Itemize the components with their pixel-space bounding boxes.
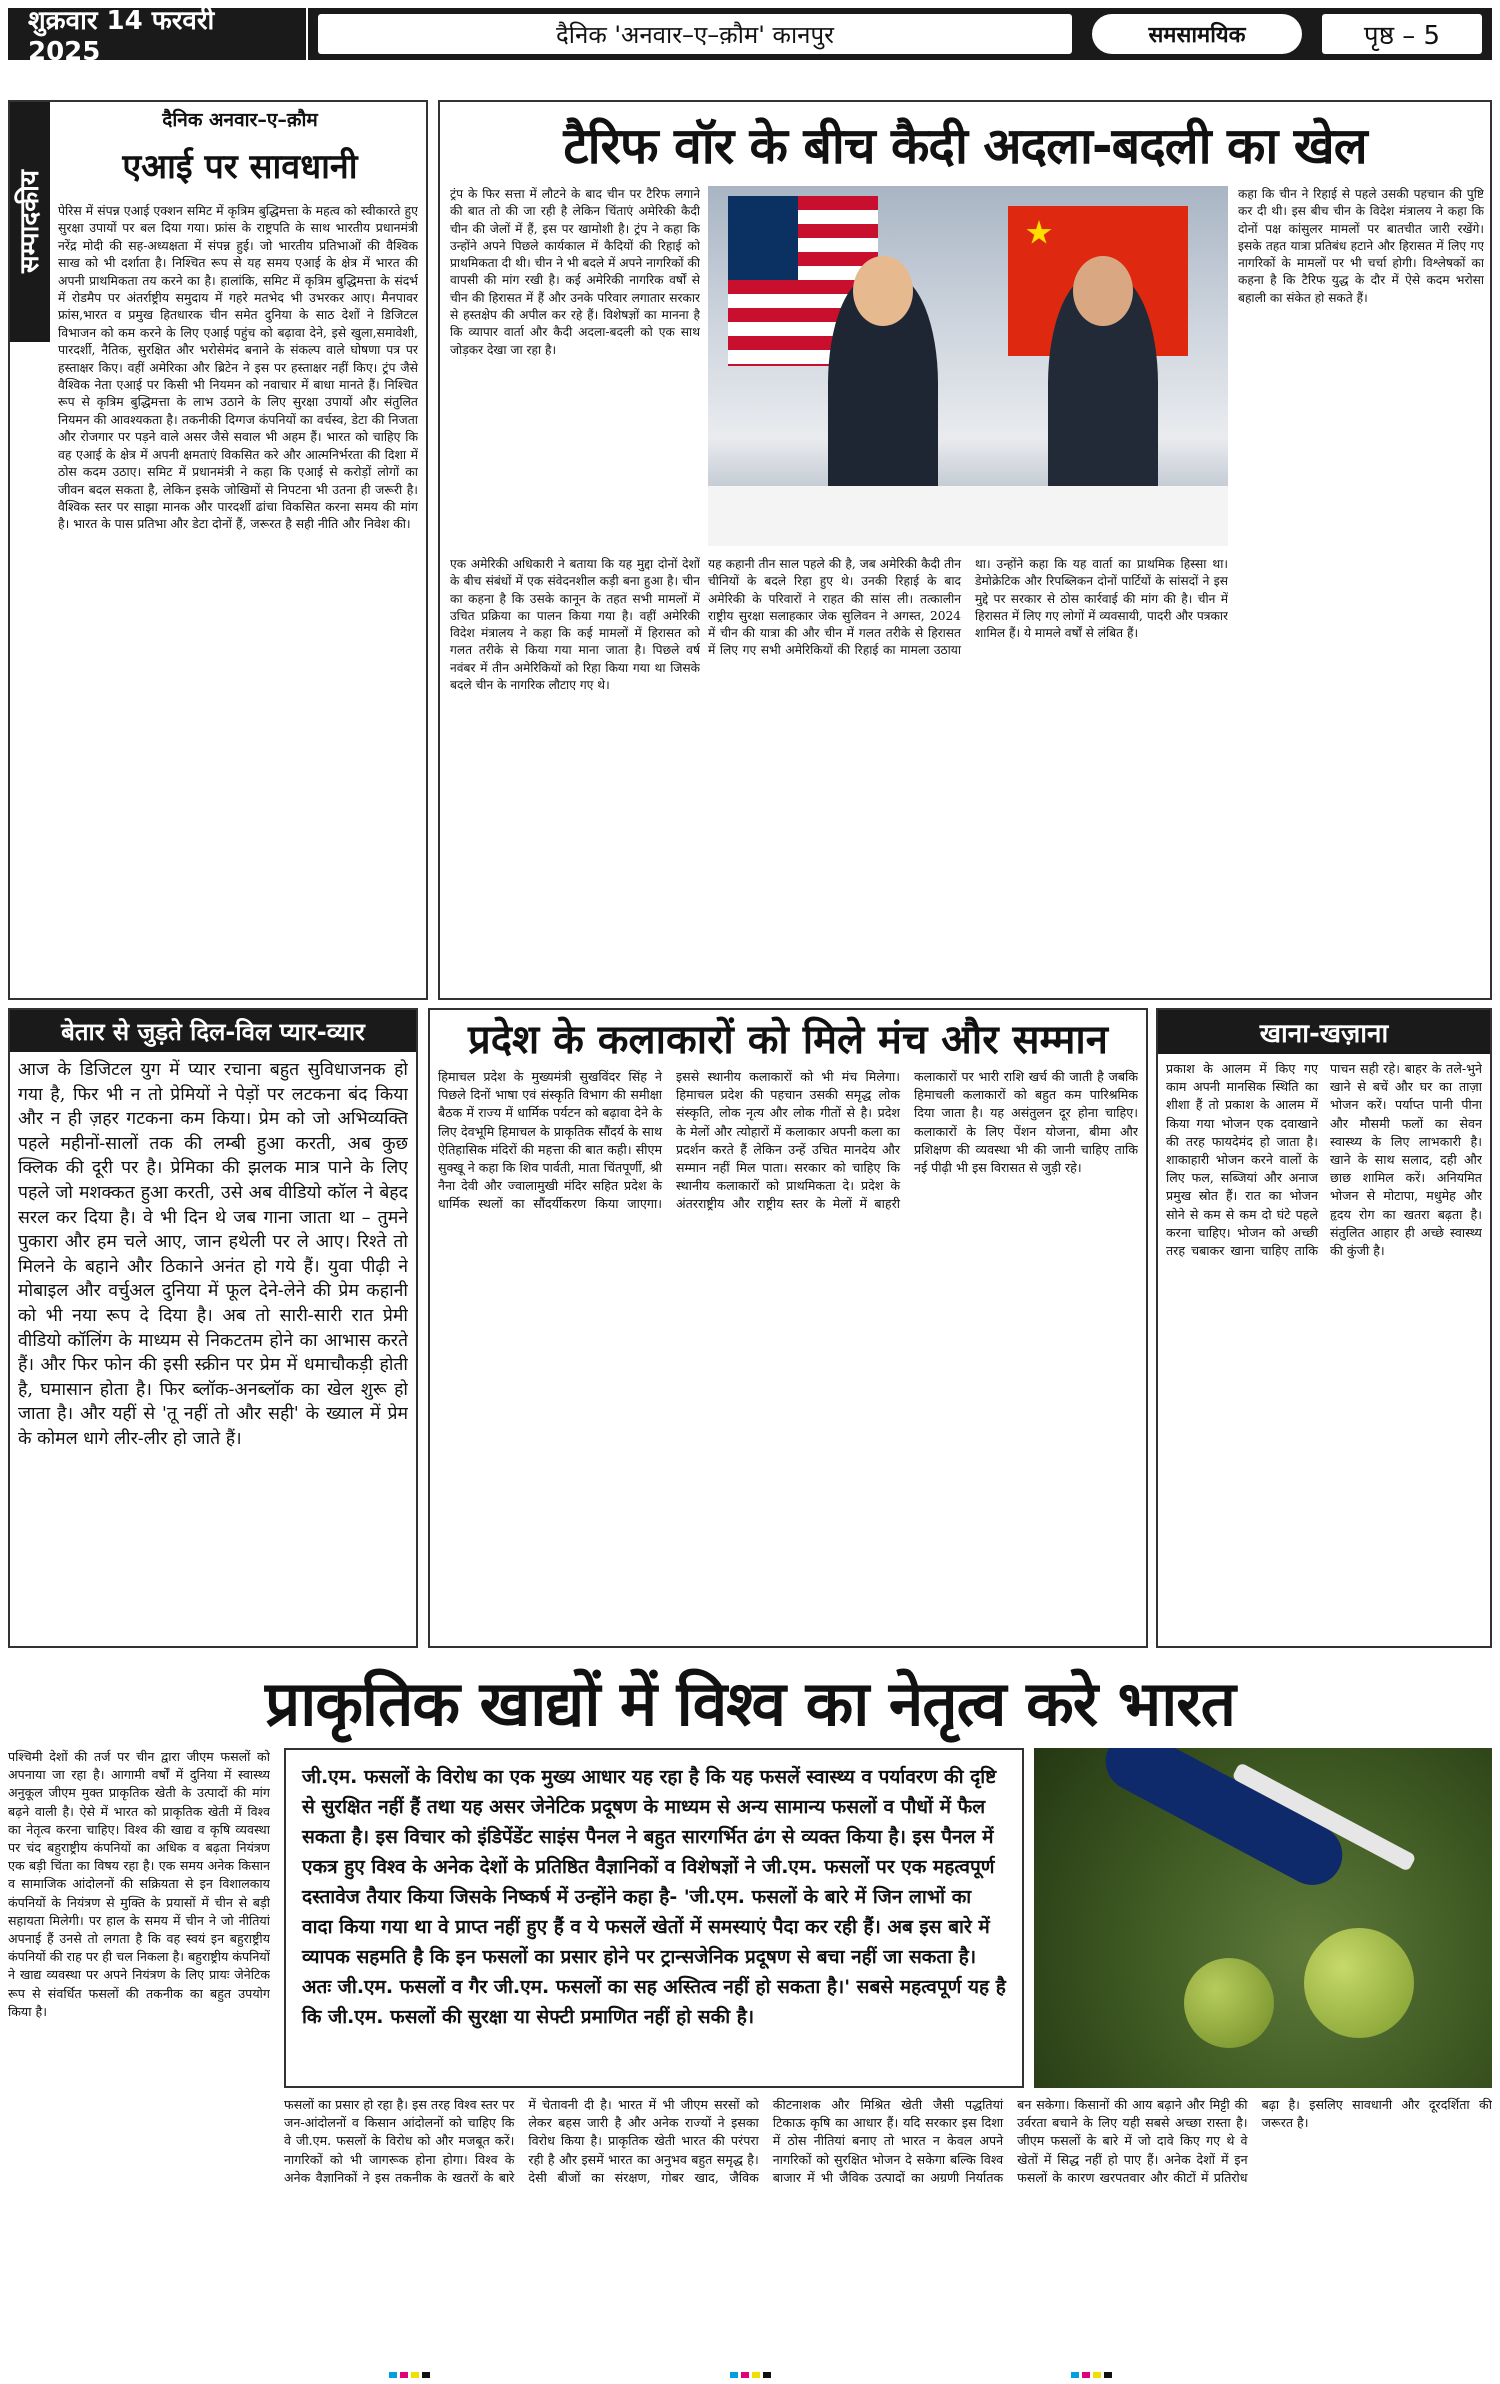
editorial-paper-name: दैनिक अनवार–ए–क़ौम (162, 109, 318, 131)
registration-mark-right (1071, 2372, 1112, 2378)
editorial-box (8, 100, 428, 1000)
food-body: प्रकाश के आलम में किए गए काम अपनी मानसिक स्थिति का शीशा हैं तो प्रकाश के आलम में किया गया भोजन एक दवाखाने की तरह फायदेमंद हो जाता है। शाकाहारी भोजन करने वालों के लिए फल, सब्जियां और अनाज प्रमुख स्रोत हैं। रात का भोजन सोने से कम से कम दो घंटे पहले करना चाहिए। भोजन को अच्छी तरह चबाकर खाना चाहिए ताकि पाचन सही रहे। बाहर के तले-भुने खाने से बचें और घर का ताज़ा भोजन करें। पर्याप्त पानी पीना और मौसमी फलों का सेवन स्वास्थ्य के लिए लाभकारी है। खाने के साथ सलाद, दही और छाछ शामिल करें। अनियमित भोजन से मोटापा, मधुमेह और हृदय रोग का खतरा बढ़ता है। संतुलित आहार ही अच्छे स्वास्थ्य की कुंजी है। (1166, 1061, 1482, 1259)
editorial-label: सम्पादकीय (10, 102, 50, 342)
person-left-head (853, 256, 913, 326)
newspaper-name: दैनिक 'अनवार–ए–क़ौम' कानपुर (318, 14, 1072, 54)
section-name: समसामयिक (1092, 14, 1302, 54)
relationship-body: आज के डिजिटल युग में प्यार रचाना बहुत सुविधाजनक हो गया है, फिर भी न तो प्रेमियों ने पेड़ों पर लटकना बंद किया और न ही ज़हर गटकना कम किया। प्रेम को जो अभिव्यक्ति पहले महीनों-सालों तक की लम्बी हुआ करती, अब कुछ क्लिक की दूरी पर है। प्रेमिका की झलक मात्र पाने के लिए पहले जो मशक्कत हुआ करती, उसे अब वीडियो कॉल ने बेहद सरल कर दिया है। वे भी दिन थे जब गाना जाता था – तुमने पुकारा और हम चले आए, जान हथेली पर ले आए। रिश्ते तो मिलने के बहाने और ठिकाने अनंत हो गये हैं। युवा पीढ़ी ने मोबाइल और वर्चुअल दुनिया में फूल देने-लेने की प्रेम कहानी को भी नया रूप दे दिया है। अब तो सारी-सारी रात प्रेमी वीडियो कॉलिंग के माध्यम से निकटतम होने का आभास करते हैं। और फिर फोन की इसी स्क्रीन पर प्रेम में धमाचौकड़ी होती है, घमासान होता है। फिर ब्लॉक-अनब्लॉक का खेल शुरू हो जाता है। और यहीं से 'तू नहीं तो और सही' के ख्याल में प्रेम के कोमल धागे लीर-लीर हो जाते हैं। (18, 1060, 408, 1449)
issue-date: शुक्रवार 14 फरवरी 2025 (8, 8, 308, 60)
lead-column-2: एक अमेरिकी अधिकारी ने बताया कि यह मुद्दा दोनों देशों के बीच संबंधों में एक संवेदनशील कड़ी बना हुआ है। चीन का कहना है कि उसके कानून के तहत सभी मामलों में उचित प्रक्रिया का पालन किया गया है। वहीं अमेरिकी विदेश मंत्रालय ने कहा कि कई मामलों में हिरासत को गलत तरीके से किया गया माना जाता है। पिछले वर्ष नवंबर में तीन अमेरिकियों को रिहा किया गया था जिसके बदले चीन के नागरिक लौटाए गए थे। (450, 557, 700, 693)
us-flag-canton (728, 196, 798, 280)
editorial-title: एआई पर सावधानी (122, 147, 358, 187)
tomato-right (1184, 1958, 1274, 2048)
relationship-article (8, 1008, 418, 1648)
lead-photo (708, 186, 1228, 546)
feature-photo (1034, 1748, 1492, 2088)
registration-mark-left (389, 2372, 430, 2378)
artists-body: हिमाचल प्रदेश के मुख्यमंत्री सुखविंदर सिंह ने पिछले दिनों भाषा एवं संस्कृति विभाग की समीक्षा बैठक में राज्य में धार्मिक पर्यटन को बढ़ावा देने के लिए देवभूमि हिमाचल के प्राकृतिक सौंदर्य के साथ ऐतिहासिक मंदिरों की महत्ता की बात कही। सीएम सुक्खू ने कहा कि शिव पार्वती, माता चिंतपूर्णी, श्री नैना देवी और ज्वालामुखी मंदिर सहित प्रदेश के धार्मिक स्थलों का सौंदर्यीकरण किया जाएगा। इससे स्थानीय कलाकारों को भी मंच मिलेगा। हिमाचल प्रदेश की पहचान उसकी समृद्ध लोक संस्कृति, लोक नृत्य और लोक गीतों से है। प्रदेश के मेलों और त्योहारों में कलाकार अपनी कला का प्रदर्शन करते हैं लेकिन उन्हें उचित मानदेय और सम्मान नहीं मिल पाता। सरकार को चाहिए कि स्थानीय कलाकारों को प्राथमिकता दे। प्रदेश के अंतरराष्ट्रीय और राष्ट्रीय स्तर के मेलों में बाहरी कलाकारों पर भारी राशि खर्च की जाती है जबकि हिमाचली कलाकारों को बहुत कम पारिश्रमिक दिया जाता है। यह असंतुलन दूर होना चाहिए। कलाकारों के लिए पेंशन योजना, बीमा और प्रशिक्षण की व्यवस्था भी की जानी चाहिए ताकि नई पीढ़ी भी इस विरासत से जुड़ी रहे। (438, 1069, 1138, 1212)
tomato-left (1304, 1928, 1414, 2038)
lead-headline: टैरिफ वॉर के बीच कैदी अदला-बदली का खेल (563, 117, 1367, 175)
page-number: पृष्ठ – 5 (1322, 14, 1482, 54)
registration-marks (8, 2372, 1492, 2378)
lead-bottom-text: यह कहानी तीन साल पहले की है, जब अमेरिकी कैदी तीन चीनियों के बदले रिहा हुए थे। उनकी रिहाई के बाद अमेरिकी के परिवारों ने राहत की सांस ली। तत्कालीन राष्ट्रीय सुरक्षा सलाहकार जेक सुलिवन ने अगस्त, 2024 में चीन की यात्रा की और चीन में गलत तरीके से हिरासत में लिए गए सभी अमेरिकियों की रिहाई का मामला उठाया था। उन्होंने कहा कि यह वार्ता का प्राथमिक हिस्सा था। डेमोक्रेटिक और रिपब्लिकन दोनों पार्टियों के सांसदों ने इस मुद्दे पर सरकार से ठोस कार्रवाई की मांग की है। चीन में हिरासत में लिए गए लोगों में व्यवसायी, पादरी और पत्रकार शामिल हैं। ये मामले वर्षों से लंबित हैं। (708, 557, 1228, 658)
page-header (8, 6, 1492, 67)
feature-callout: जी.एम. फसलों के विरोध का एक मुख्य आधार यह रहा है कि यह फसलें स्वास्थ्य व पर्यावरण की दृष्टि से सुरक्षित नहीं हैं तथा यह असर जेनेटिक प्रदूषण के माध्यम से अन्य सामान्य फसलों व पौधों में फैल सकता है। इस विचार को इंडिपेंडेंट साइंस पैनल ने बहुत सारगर्भित ढंग से व्यक्त किया है। इस पैनल में एकत्र हुए विश्व के अनेक देशों के प्रतिष्ठित वैज्ञानिकों व विशेषज्ञों ने जी.एम. फसलों पर एक महत्वपूर्ण दस्तावेज तैयार किया जिसके निष्कर्ष में उन्होंने कहा है- 'जी.एम. फसलों के बारे में जिन लाभों का वादा किया गया था वे प्राप्त नहीं हुए हैं व ये फसलें खेतों में समस्याएं पैदा कर रही हैं। अब इस बारे में व्यापक सहमति है कि इन फसलों का प्रसार होने पर ट्रान्सजेनिक प्रदूषण से बचा नहीं जा सकता है। अतः जी.एम. फसलों व गैर जी.एम. फसलों का सह अस्तित्व नहीं हो सकता है।' सबसे महत्वपूर्ण यह है कि जी.एम. फसलों की सुरक्षा या सेफ्टी प्रमाणित नहीं हो सकी है। (284, 1748, 1024, 2088)
feature-left-column: पश्चिमी देशों की तर्ज पर चीन द्वारा जीएम फसलों को अपनाया जा रहा है। आगामी वर्षों में दुनिया में स्वास्थ्य अनुकूल जीएम मुक्त प्राकृतिक खेती के उत्पादों की मांग बढ़ने वाली है। ऐसे में भारत को प्राकृतिक खेती में विश्व का नेतृत्व करना चाहिए। विश्व की खाद्य व कृषि व्यवस्था पर चंद बहुराष्ट्रीय कंपनियों का अधिक व बढ़ता नियंत्रण एक बड़ी चिंता का विषय रहा है। एक समय अनेक किसान व सामाजिक आंदोलनों की सक्रियता से इन विशालकाय कंपनियों के नियंत्रण से मुक्ति के प्रयासों में चीन से बड़ी सहायता मिलेगी। पर हाल के समय में चीन ने जो नीतियां अपनाई हैं उनसे तो लगता है कि वह स्वयं इन बहुराष्ट्रीय कंपनियों की राह पर ही चल निकला है। बहुराष्ट्रीय कंपनियों ने खाद्य व्यवस्था पर अपने नियंत्रण के लिए प्रायः जेनेटिक रूप से संवर्धित फसलों की तकनीक का बहुत उपयोग किया है। (8, 1749, 270, 2019)
feature-headline: प्राकृतिक खाद्यों में विश्व का नेतृत्व करे भारत (264, 1667, 1236, 1740)
table-cloth (708, 486, 1228, 546)
lead-column-1: ट्रंप के फिर सत्ता में लौटने के बाद चीन पर टैरिफ लगाने की बात तो की जा रही है लेकिन चिंताएं अमेरिकी कैदी चीन की जेलों में हैं, इस पर खामोशी है। ट्रंप ने कहा कि उन्होंने अपने पिछले कार्यकाल में कैदियों की रिहाई को प्राथमिकता दी थी। चीन ने भी बदले में अपने नागरिकों की वापसी की मांग रखी है। कई अमेरिकी नागरिक वर्षों से चीन की हिरासत में हैं और उनके परिवार लगातार सरकार से हस्तक्षेप की अपील कर रहे हैं। विशेषज्ञों का मानना है कि व्यापार वार्ता और कैदी अदला-बदली को एक साथ जोड़कर देखा जा रहा है। (450, 187, 700, 357)
relationship-headline: बेतार से जुड़ते दिल-विल प्यार-व्यार (10, 1010, 416, 1052)
lead-column-3: कहा कि चीन ने रिहाई से पहले उसकी पहचान की पुष्टि कर दी थी। इस बीच चीन के विदेश मंत्रालय ने कहा कि दोनों पक्ष कांसुलर मामलों पर बातचीत जारी रखेंगे। इसके तहत यात्रा प्रतिबंध हटाने और हिरासत में लिए गए नागरिकों के मामलों पर भी चर्चा होगी। विश्लेषकों का कहना है कि टैरिफ युद्ध के दौर में ऐसे कदम भरोसा बहाली का संकेत हो सकते हैं। (1238, 187, 1484, 305)
artists-headline: प्रदेश के कलाकारों को मिले मंच और सम्मान (468, 1017, 1108, 1063)
food-article (1156, 1008, 1492, 1648)
editorial-body: पेरिस में संपन्न एआई एक्शन समिट में कृत्रिम बुद्धिमत्ता के महत्व को स्वीकारते हुए सुरक्षा उपायों पर बल दिया गया। फ्रांस के राष्ट्रपति के साथ भारतीय प्रधानमंत्री नरेंद्र मोदी की सह-अध्यक्षता में संपन्न हुई। जो भारतीय प्रतिभाओं की वैश्विक साख को भी दर्शाता है। निश्चित रूप से यह समय एआई के क्षेत्र में भारत की अपनी प्राथमिकता तय करने का है। हालांकि, समिट में कृत्रिम बुद्धिमत्ता के संदर्भ में रोडमैप पर अंतर्राष्ट्रीय समुदाय में गहरे मतभेद भी उभरकर आए। मैनपावर फ्रांस,भारत व प्रमुख हितधारक चीन समेत दुनिया के साठ देशों ने डिजिटल विभाजन को कम करने के लिए एआई पहुंच को बढ़ावा देने, इसे खुला,समावेशी, पारदर्शी, नैतिक, सुरक्षित और भरोसेमंद बनाने के संकल्प वाले घोषणा पत्र पर हस्ताक्षर किए। वहीं अमेरिका और ब्रिटेन ने इस पर हस्ताक्षर नहीं किए। ट्रंप जैसे वैश्विक नेता एआई पर किसी भी नियमन को नवाचार में बाधा मानते हैं। निश्चित रूप से कृत्रिम बुद्धिमत्ता के लाभ उठाने के लिए सुरक्षा उपायों और संतुलित नियमन की आवश्यकता है। तकनीकी दिग्गज कंपनियों का वर्चस्व, डेटा की निजता और रोजगार पर पड़ने वाले असर जैसे सवाल भी अहम हैं। भारत को चाहिए कि वह एआई के क्षेत्र में अपनी क्षमताएं विकसित करे और आत्मनिर्भरता की दिशा में ठोस कदम उठाए। समिट में प्रधानमंत्री ने कहा कि एआई से करोड़ों लोगों का जीवन बदल सकता है, लेकिन इसके जोखिमों से निपटना भी उतना ही जरूरी है। वैश्विक स्तर पर साझा मानक और पारदर्शी ढांचा विकसित करना समय की मांग है। भारत के पास प्रतिभा और डेटा दोनों हैं, जरूरत है सही नीति और निवेश की। (58, 203, 418, 532)
feature-body: फसलों का प्रसार हो रहा है। इस तरह विश्व स्तर पर जन-आंदोलनों व किसान आंदोलनों को चाहिए कि वे जी.एम. फसलों के विरोध को और मजबूत करें। नागरिकों को भी जागरूक होना होगा। विश्व के अनेक वैज्ञानिकों ने इस तकनीक के खतरों के बारे में चेतावनी दी है। भारत में भी जीएम सरसों को लेकर बहस जारी है और अनेक राज्यों ने इसका विरोध किया है। प्राकृतिक खेती भारत की परंपरा रही है और इसमें भारत का अनुभव बहुत समृद्ध है। देसी बीजों का संरक्षण, गोबर खाद, जैविक कीटनाशक और मिश्रित खेती जैसी पद्धतियां टिकाऊ कृषि का आधार हैं। यदि सरकार इस दिशा में ठोस नीतियां बनाए तो भारत न केवल अपने नागरिकों को सुरक्षित भोजन दे सकेगा बल्कि विश्व बाजार में भी जैविक उत्पादों का अग्रणी निर्यातक बन सकेगा। किसानों की आय बढ़ाने और मिट्टी की उर्वरता बचाने के लिए यही सबसे अच्छा रास्ता है। जीएम फसलों के बारे में जो दावे किए गए थे वे खेतों में सिद्ध नहीं हो पाए हैं। अनेक देशों में इन फसलों के कारण खरपतवार और कीटों में प्रतिरोध बढ़ा है। इसलिए सावधानी और दूरदर्शिता की जरूरत है। (284, 2097, 1492, 2185)
person-right-head (1073, 256, 1133, 326)
registration-mark-center (730, 2372, 771, 2378)
food-headline: खाना-खज़ाना (1158, 1010, 1490, 1054)
artists-article (428, 1008, 1148, 1648)
lead-story (438, 100, 1492, 1000)
